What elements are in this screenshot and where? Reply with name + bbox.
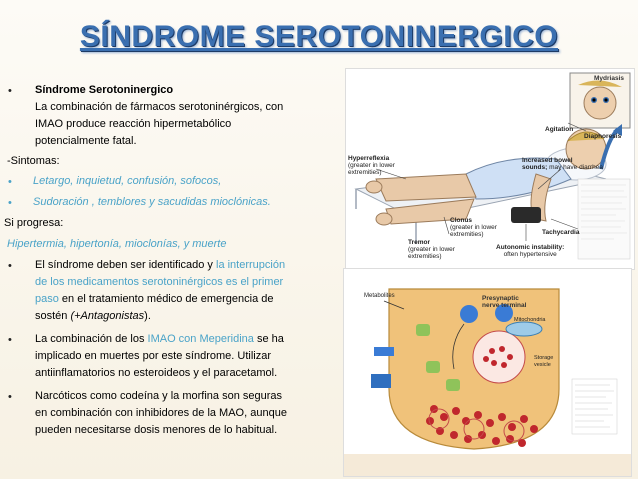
label-autonomic-2: often hypertensive [503,251,557,258]
bullet-marker: • [8,197,12,209]
b4-line1-text: La combinación de los [35,333,148,345]
b3-line1-highlight: la interrupción [216,259,286,271]
synapse-diagram [343,268,632,477]
b5-line1: Narcóticos como codeína y la morfina son seguras [35,390,283,402]
label-mydriasis: Mydriasis [594,75,624,82]
b4-line2: implicado en muertes por este síndrome. Utilizar [35,350,271,362]
label-autonomic-1: Autonomic instability: [496,244,565,251]
label-presynaptic [482,295,526,309]
b1-line2: IMAO produce reacción hipermetabólico [35,118,232,130]
b3-line3 [35,293,273,305]
label-agitation: Agitation [545,126,574,133]
label-diaphoresis: Diaphoresis [584,133,622,140]
patient-illustration [345,68,635,270]
progresa-label: Si progresa: [4,217,64,229]
b4-line3: antiinflamatorios no esteroideos y el paracetamol. [35,367,278,379]
label-tremor-1: Tremor [408,239,431,246]
label-bowel-2: sounds; [522,164,548,171]
label-hyperreflexia-3: extremities) [348,169,382,176]
progression-text: Hipertermia, hipertonía, mioclonías, y muerte [7,238,227,250]
symptom-1: Letargo, inquietud, confusión, sofocos, [33,175,222,187]
bullet-marker: • [8,85,12,97]
b3-line3-highlight: paso [35,293,59,305]
label-tremor [408,239,455,260]
b5-line2: en combinación con inhibidores de la MAO, aunque [35,407,287,419]
b1-line1: La combinación de fármacos serotoninérgicos, con [35,101,284,113]
b3-line4-italic: (+Antagonistas [70,310,145,322]
label-hyperreflexia-2: (greater in lower [348,162,395,169]
label-bowel-3: may have diarrhea [549,164,603,171]
label-storage-2: vesicle [534,362,551,368]
b3-line3-text: en el tratamiento médico de emergencia de [58,293,274,305]
b4-line1-end: se ha [253,333,284,345]
label-bowel [522,157,603,171]
bullet-marker: • [8,391,12,403]
symptom-2: Sudoración , temblores y sacudidas mioclónicas. [33,196,271,208]
b5-line3: pueden necesitarse dosis menores de lo habitual. [35,424,278,436]
b1-line3: potencialmente fatal. [35,135,137,147]
b3-line4-text: sostén [35,310,71,322]
label-clonus-1: Clonus [450,217,473,224]
b1-heading: Síndrome Serotoninergico [35,84,174,96]
label-hyperreflexia [348,155,395,176]
label-storage-1: Storage [534,355,554,361]
b3-line4-end: ). [144,310,151,322]
b3-line1 [35,259,285,271]
label-storage-vesicle [534,355,553,369]
label-clonus-3: extremities) [450,231,484,238]
label-bowel-1: Increased bowel [522,157,573,164]
label-clonus-2: (greater in lower [450,224,497,231]
sintomas-label: -Sintomas: [7,155,60,167]
label-presynaptic-1: Presynaptic [482,295,519,302]
slide-title: SÍNDROME SEROTONINERGICO [79,20,559,53]
label-tachycardia: Tachycardia [542,229,580,236]
bullet-marker: • [8,176,12,188]
b3-line2: de los medicamentos serotoninérgicos es el primer [35,276,284,288]
b4-line1-highlight: IMAO con Meperidina [147,333,254,345]
label-tremor-3: extremities) [408,253,442,260]
bullet-marker: • [8,260,12,272]
b3-line1-text: El síndrome deben ser identificado y [35,259,216,271]
label-autonomic [496,244,564,258]
label-clonus [450,217,497,238]
label-presynaptic-2: nerve terminal [482,302,527,309]
label-mitochondria: Mitochondria [514,317,546,323]
b4-line1 [35,333,284,345]
label-tremor-2: (greater in lower [408,246,455,253]
b3-line4 [35,310,151,322]
label-hyperreflexia-1: Hyperreflexia [348,155,390,162]
label-metabolites: Metabolites [364,293,395,299]
bullet-marker: • [8,334,12,346]
